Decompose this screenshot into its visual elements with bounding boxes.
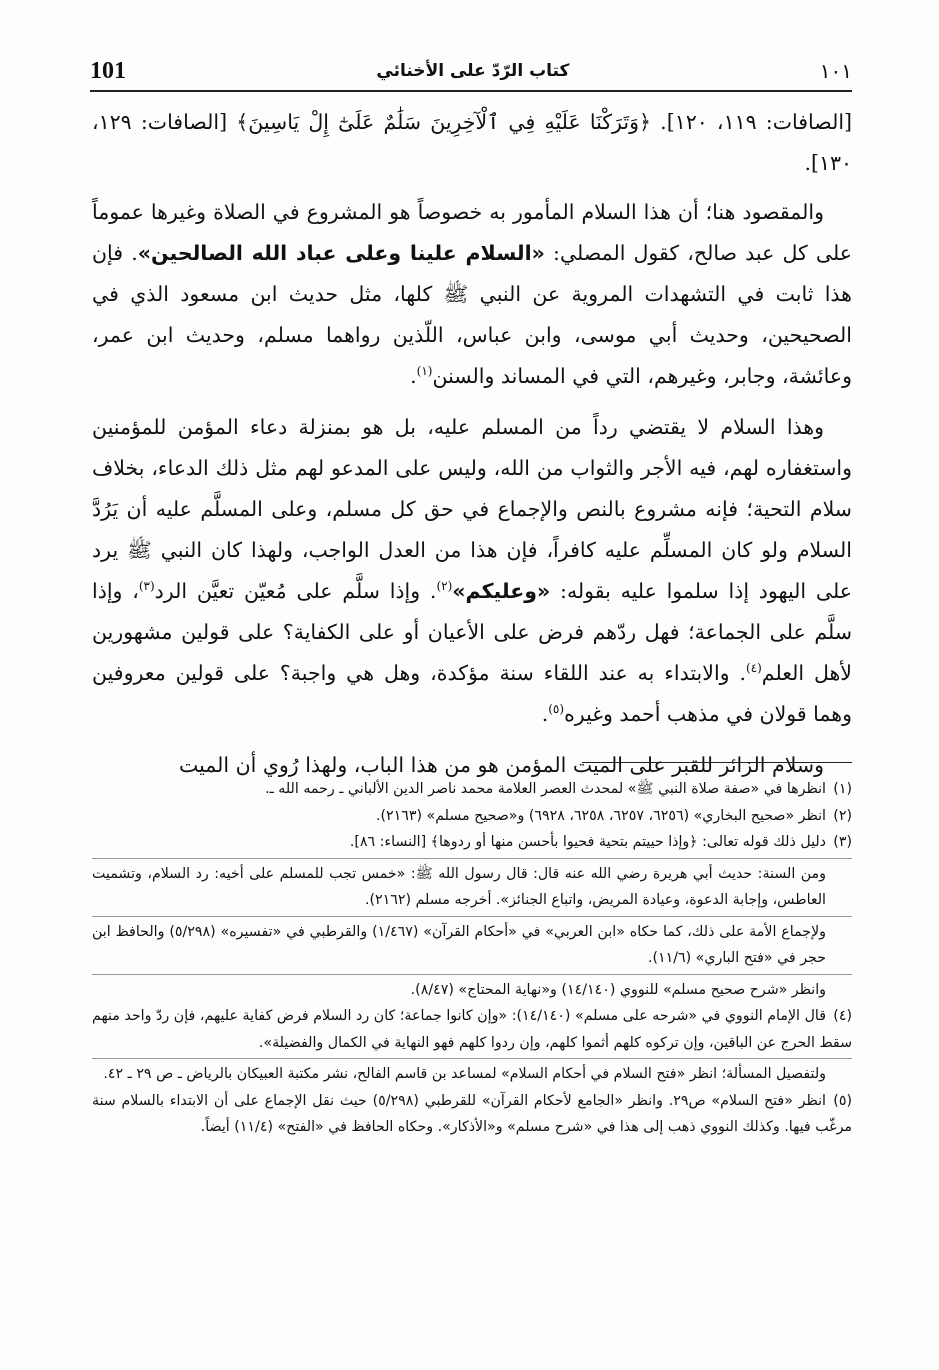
punctuation: .: [541, 702, 549, 726]
paragraph: [92, 407, 852, 735]
footnote-ref[interactable]: (٣): [138, 579, 155, 593]
footnote-ref[interactable]: (٤): [745, 661, 762, 675]
paragraph-text: وهذا السلام لا يقتضي رداً من المسلم عليه، بل هو بمنزلة دعاء المؤمن للمؤمنين واستغفاره لهم، فيه الأجر والثواب من الله، وليس على المدعو لهم مثل ذلك الدعاء، بخلاف سلام التحية؛ فإنه مشروع بالنص والإجماع في حق كل مسلم، وعلى المسلَّم عليه أن يَرُدَّ السلام ولو كان المسلِّم عليه كافراً، فإن هذا من العدل الواجب، ولهذا كان النبي ﷺ يرد على اليهود إذا سلموا عليه بقوله:: [92, 415, 852, 603]
page-number-arabic: ١٠١: [819, 59, 852, 83]
paragraph-text: [الصافات: ١١٩، ١٢٠]. ﴿وَتَرَكْنَا عَلَيْهِ فِي ٱلْآخِرِينَ سَلَٰمٌ عَلَىٰٓ إِلْ يَاسِينَ﴾ [الصافات: ١٢٩، ١٣٠].: [92, 110, 853, 175]
paragraph: [92, 192, 852, 397]
footnote-text: انظر «فتح السلام» ص٢٩. وانظر «الجامع لأحكام القرآن» للقرطبي (٥/٢٩٨) حيث نقل الإجماع على أن الابتداء بالسلام سنة مرغّب فيها. وكذلك النووي ذهب إلى هذا في «شرح مسلم» و«الأذكار». وحكاه الحافظ في «الفتح» (١١/٤) أيضاً.: [92, 1092, 852, 1135]
footnote-text: انظرها في «صفة صلاة النبي ﷺ» لمحدث العصر العلامة محمد ناصر الدين الألباني ـ رحمه الله ـ.: [265, 781, 826, 797]
footnote-marker: (٣): [833, 834, 852, 850]
quran-citation-paragraph: [92, 102, 852, 184]
main-text: [92, 102, 852, 796]
running-title: كتاب الرّدّ على الأخنائي: [376, 61, 570, 81]
paragraph-text: ، وإذا سلَّم على الجماعة؛ فهل ردّهم فرض على الأعيان أو على الكفاية؟ على قولين مشهورين لأهل العلم: [92, 579, 852, 685]
footnote-ref[interactable]: (١): [416, 364, 433, 378]
bold-quote: «السلام علينا وعلى عباد الله الصالحين»: [137, 241, 545, 265]
footnote: [92, 829, 852, 856]
footnote-continuation: ولإجماع الأمة على ذلك، كما حكاه «ابن العربي» في «أحكام القرآن» (١/٤٦٧) والقرطبي في «تفسيره» (٥/٢٩٨) والحافظ ابن حجر في «فتح الباري» (١١/٦).: [92, 916, 852, 972]
footnote-ref[interactable]: (٥): [548, 702, 565, 716]
page-header: [90, 52, 852, 92]
footnote-ref[interactable]: (٢): [436, 579, 453, 593]
paragraph-text: . والابتداء به عند اللقاء سنة مؤكدة، وهل هي واجبة؟ على قولين معروفين وهما قولان في مذهب أحمد وغيره: [92, 661, 852, 726]
footnote-divider: [582, 762, 852, 763]
paragraph-text: والمقصود هنا؛ أن هذا السلام المأمور به خصوصاً هو المشروع في الصلاة وغيرها عموماً على كل عبد صالح، كقول المصلي:: [92, 200, 853, 265]
footnote-text: قال الإمام النووي في «شرحه على مسلم» (١٤/١٤٠): «وإن كانوا جماعة؛ كان رد السلام فرض كفاية عليهم، فإن ردّ واحد منهم سقط الحرج عن الباقين، وإن تركوه كلهم أثموا كلهم، وإن ردوا كلهم فهو النهاية في الكمال والفضيلة».: [92, 1008, 852, 1051]
footnote-marker: (١): [833, 781, 852, 797]
footnote-continuation: ومن السنة: حديث أبي هريرة رضي الله عنه قال: قال رسول الله ﷺ: «خمس تجب للمسلم على أخيه: رد السلام، وتشميت العاطس، وإجابة الدعوة، وعيادة المريض، واتباع الجنائز». أخرجه مسلم (٢١٦٢).: [92, 858, 852, 914]
footnote-marker: (٤): [833, 1008, 852, 1024]
footnote-text: دليل ذلك قوله تعالى: ﴿وإذا حييتم بتحية فحيوا بأحسن منها أو ردوها﴾ [النساء: ٨٦].: [349, 834, 826, 850]
paragraph-text: . فإن هذا ثابت في التشهدات المروية عن النبي ﷺ كلها، مثل حديث ابن مسعود الذي في الصحيحين، وحديث أبي موسى، وابن عباس، اللّذين رواهما مسلم، وحديث ابن عمر، وعائشة، وجابر، وغيرهم، التي في المساند والسنن: [92, 241, 852, 388]
footnote-continuation: وانظر «شرح صحيح مسلم» للنووي (١٤/١٤٠) و«نهاية المحتاج» (٨/٤٧).: [92, 974, 852, 1004]
paragraph-text: وسلام الزائر للقبر على الميت المؤمن هو من هذا الباب، ولهذا رُوي أن الميت: [178, 753, 824, 777]
page-number-latin: 101: [90, 57, 126, 84]
footnote: [92, 1088, 852, 1141]
paragraph-text: . وإذا سلَّم على مُعيّن تعيَّن الرد: [154, 579, 437, 603]
footnotes: [92, 776, 852, 1141]
footnote: [92, 1003, 852, 1056]
footnote-marker: (٥): [833, 1092, 852, 1109]
footnote-continuation: ولتفصيل المسألة؛ انظر «فتح السلام في أحكام السلام» لمساعد بن قاسم الفالح، نشر مكتبة العبيكان بالرياض ـ ص ٢٩ ـ ٤٢.: [92, 1058, 852, 1088]
footnote: [92, 776, 852, 803]
bold-quote: «وعليكم»: [452, 579, 551, 603]
footnote: [92, 803, 852, 830]
footnote-text: انظر «صحيح البخاري» (٦٢٥٦، ٦٢٥٧، ٦٢٥٨، ٦٩٢٨) و«صحيح مسلم» (٢١٦٣).: [375, 807, 826, 824]
footnote-marker: (٢): [833, 807, 852, 824]
punctuation: .: [410, 364, 417, 388]
